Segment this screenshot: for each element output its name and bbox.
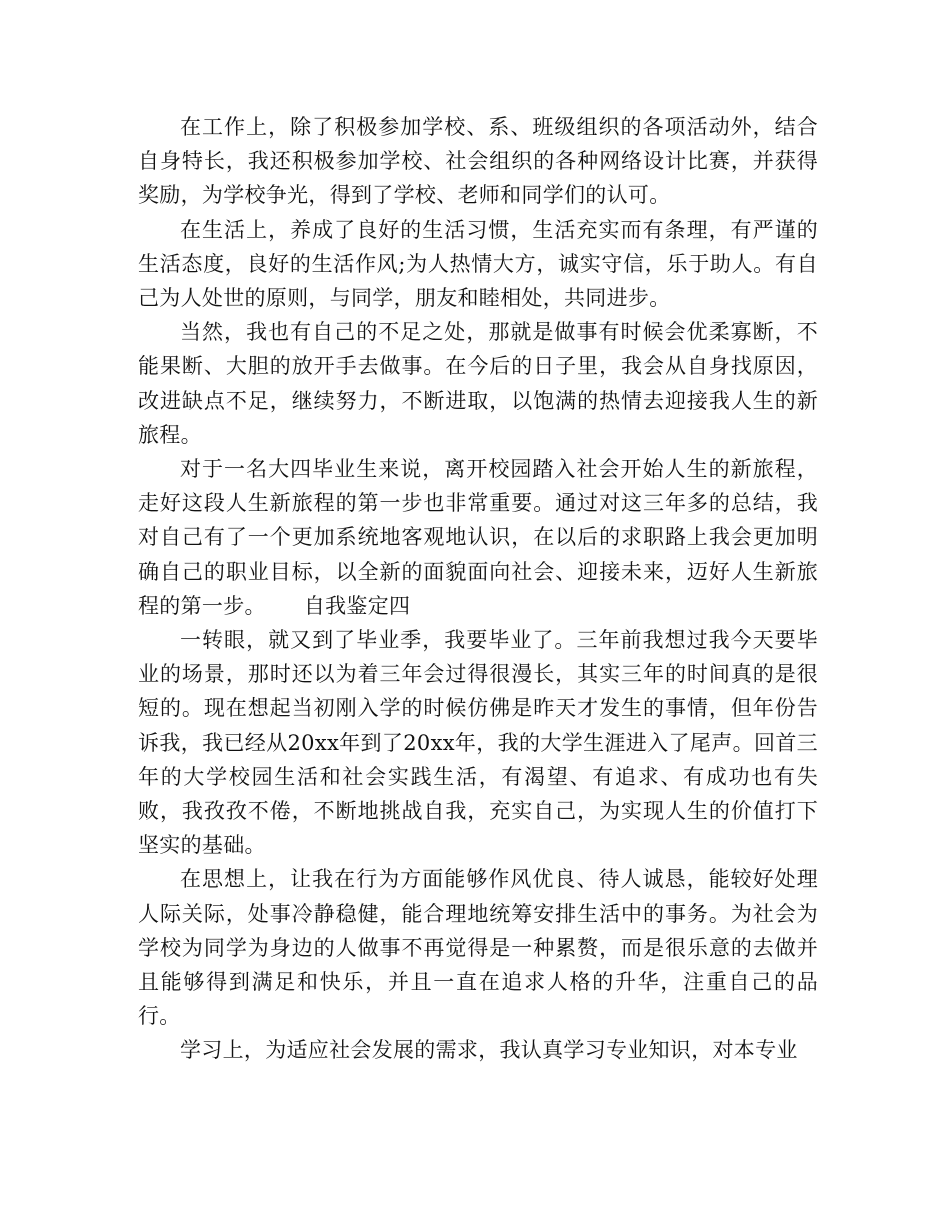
- paragraph-graduate-summary: [138, 452, 818, 623]
- paragraph-graduate-summary-text: 对于一名大四毕业生来说，离开校园踏入社会开始人生的新旅程，走好这段人生新旅程的第一步也非常重要。通过对这三年多的总结，我对自己有了一个更加系统地客观地认识，在以后的求职路上我会更加明确自己的职业目标，以全新的面貌面向社会、迎接未来，迈好人生新旅程的第一步。: [138, 457, 818, 618]
- paragraph-shortcomings: 当然，我也有自己的不足之处，那就是做事有时候会优柔寡断，不能果断、大胆的放开手去做事。在今后的日子里，我会从自身找原因，改进缺点不足，继续努力，不断进取，以饱满的热情去迎接我人生的新旅程。: [138, 320, 818, 447]
- paragraph-life: 在生活上，养成了良好的生活习惯，生活充实而有条理，有严谨的生活态度，良好的生活作风;为人热情大方，诚实守信，乐于助人。有自己为人处世的原则，与同学，朋友和睦相处，共同进步。: [138, 217, 818, 311]
- paragraph-study: 学习上，为适应社会发展的需求，我认真学习专业知识，对本专业: [180, 1038, 798, 1063]
- paragraph-work: 在工作上，除了积极参加学校、系、班级组织的各项活动外，结合自身特长，我还积极参加学校、社会组织的各种网络设计比赛，并获得奖励，为学校争光，得到了学校、老师和同学们的认可。: [138, 115, 818, 208]
- paragraph-thought: 在思想上，让我在行为方面能够作风优良、待人诚恳，能较好处理人际关际，处事冷静稳健，能合理地统筹安排生活中的事务。为社会为学校为同学为身边的人做事不再觉得是一种累赘，而是很乐意的去做并且能够得到满足和快乐，并且一直在追求人格的升华，注重自己的品行。: [138, 867, 818, 1029]
- paragraph-graduation: 一转眼，就又到了毕业季，我要毕业了。三年前我想过我今天要毕业的场景，那时还以为着三年会过得很漫长，其实三年的时间真的是很短的。现在想起当初刚入学的时候仿佛是昨天才发生的事情，但年份告诉我，我已经从20xx年到了20xx年，我的大学生涯进入了尾声。回首三年的大学校园生活和社会实践生活，有渴望、有追求、有成功也有失败，我孜孜不倦，不断地挑战自我，充实自己，为实现人生的价值打下坚实的基础。: [138, 628, 818, 858]
- document-body: [138, 110, 818, 1068]
- section-heading: 自我鉴定四: [303, 593, 411, 618]
